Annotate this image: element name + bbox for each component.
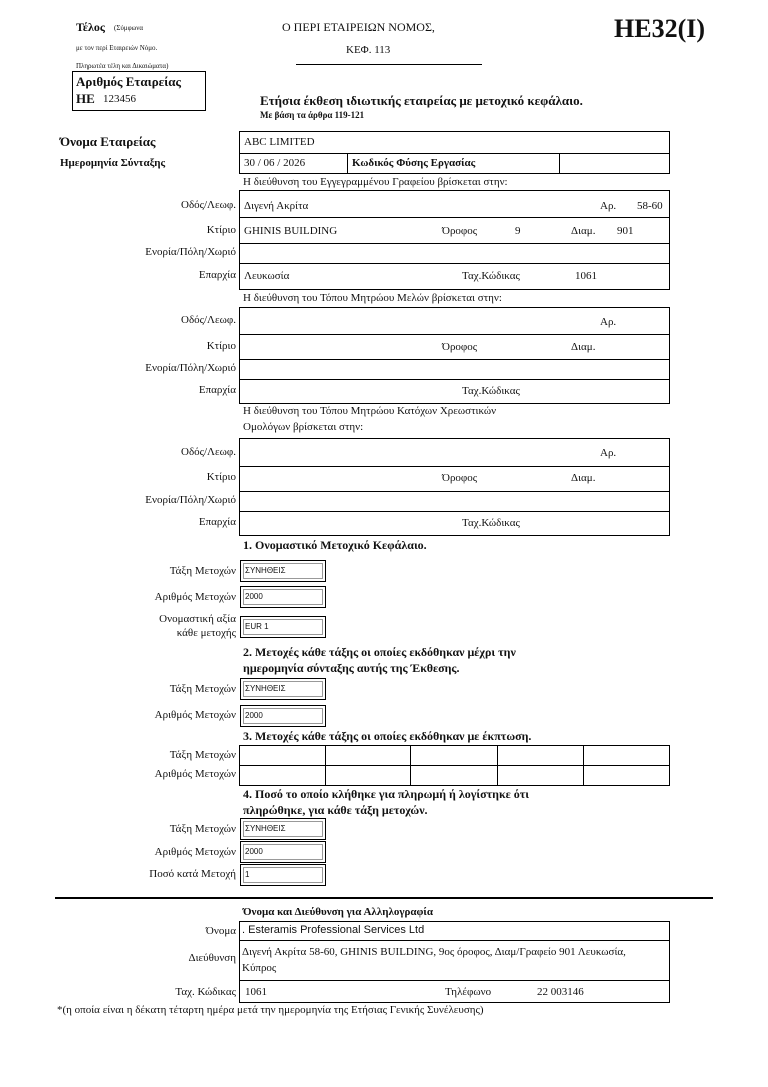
share-class-label: Τάξη Μετοχών — [169, 683, 236, 695]
correspondence-name-label: Όνομα — [205, 925, 236, 937]
number-label: Αρ. — [600, 200, 617, 212]
section2-title: ημερομηνία σύνταξης αυτής της Έκθεσης. — [243, 661, 460, 675]
phone-value[interactable]: 22 003146 — [537, 986, 584, 998]
street-value[interactable]: Διγενή Ακρίτα — [244, 200, 309, 212]
nominal-label: κάθε μετοχής — [176, 627, 236, 639]
amount-field[interactable] — [240, 864, 326, 886]
registered-office-box — [239, 190, 670, 290]
district-label: Επαρχία — [198, 269, 236, 281]
fee-note: Πληρωτέα τέλη και Δικαιώματα) — [76, 62, 169, 70]
report-basis: Με βάση τα άρθρα 119-121 — [260, 110, 365, 120]
street-label: Οδός/Λεωφ. — [181, 446, 236, 458]
postcode-value[interactable]: 1061 — [575, 270, 597, 282]
section3-title: 3. Μετοχές κάθε τάξης οι οποίες εκδόθηκαν με έκπτωση. — [243, 729, 532, 743]
bondholders-intro: Η διεύθυνση του Τόπου Μητρώου Κατόχων Χρεωστικών — [243, 405, 497, 417]
street-label: Οδός/Λεωφ. — [181, 314, 236, 326]
district-value[interactable]: Λευκωσία — [244, 270, 290, 282]
share-class-label: Τάξη Μετοχών — [169, 565, 236, 577]
share-count-label: Αριθμός Μετοχών — [154, 768, 236, 780]
bondholders-intro: Ομολόγων βρίσκεται στην: — [243, 421, 364, 433]
discount-shares-grid[interactable] — [239, 745, 670, 786]
nature-label: Κωδικός Φύσης Εργασίας — [352, 157, 476, 169]
report-title: Ετήσια έκθεση ιδιωτικής εταιρείας με μετοχικό κεφάλαιο. — [260, 93, 583, 108]
correspondence-address: Κύπρος — [242, 962, 277, 974]
section-divider — [55, 897, 713, 899]
apt-label: Διαμ. — [571, 341, 596, 353]
parish-label: Ενορία/Πόλη/Χωριό — [145, 362, 236, 374]
floor-label: Όροφος — [442, 225, 478, 237]
correspondence-postcode[interactable]: 1061 — [245, 986, 267, 998]
postcode-label: Ταχ.Κώδικας — [462, 517, 520, 529]
company-number[interactable]: 123456 — [103, 93, 136, 105]
company-number-prefix: HE — [76, 91, 95, 106]
nominal-field[interactable] — [240, 616, 326, 638]
section4-title: πληρώθηκε, για κάθε τάξη μετοχών. — [243, 803, 428, 817]
correspondence-box — [239, 921, 670, 1003]
share-class-field[interactable] — [240, 678, 326, 700]
floor-label: Όροφος — [442, 341, 478, 353]
street-label: Οδός/Λεωφ. — [181, 199, 236, 211]
share-count-value: 2000 — [245, 711, 263, 720]
building-value[interactable]: GHINIS BUILDING — [244, 225, 338, 237]
share-count-value: 2000 — [245, 592, 263, 601]
date-row — [239, 153, 670, 174]
apt-value[interactable]: 901 — [617, 225, 634, 237]
section4-title: 4. Ποσό το οποίο κλήθηκε για πληρωμή ή λογίστηκε ότι — [243, 787, 530, 801]
share-count-field[interactable] — [240, 841, 326, 863]
building-label: Κτίριο — [206, 224, 236, 236]
share-class-field[interactable] — [240, 818, 326, 840]
date-label: Ημερομηνία Σύνταξης — [60, 157, 166, 169]
company-number-label: Αριθμός Εταιρείας — [76, 74, 181, 89]
amount-label: Ποσό κατά Μετοχή — [149, 868, 236, 880]
law-title: Ο ΠΕΡΙ ΕΤΑΙΡΕΙΩΝ ΝΟΜΟΣ, — [282, 20, 435, 34]
number-value[interactable]: 58-60 — [637, 200, 663, 212]
apt-label: Διαμ. — [571, 225, 596, 237]
bondholders-register-box — [239, 438, 670, 536]
correspondence-address[interactable]: Διγενή Ακρίτα 58-60, GHINIS BUILDING, 9ος όροφος, Διαμ/Γραφείο 901 Λευκωσία, — [242, 946, 626, 958]
building-label: Κτίριο — [206, 340, 236, 352]
district-label: Επαρχία — [198, 516, 236, 528]
company-number-box — [72, 71, 206, 111]
postcode-label: Ταχ.Κώδικας — [462, 385, 520, 397]
fee-note: (Σύμφωνα — [114, 24, 144, 32]
number-label: Αρ. — [600, 447, 617, 459]
chapter: ΚΕΦ. 113 — [346, 44, 391, 56]
correspondence-address-label: Διεύθυνση — [188, 952, 236, 964]
building-label: Κτίριο — [206, 471, 236, 483]
company-name-label: Όνομα Εταιρείας — [60, 134, 156, 149]
correspondence-title: Όνομα και Διεύθυνση για Αλληλογραφία — [243, 906, 433, 918]
share-class-value: ΣΥΝΗΘΕΙΣ — [245, 684, 286, 693]
company-name-value: ABC LIMITED — [244, 136, 315, 148]
share-class-value: ΣΥΝΗΘΕΙΣ — [245, 566, 286, 575]
parish-label: Ενορία/Πόλη/Χωριό — [145, 494, 236, 506]
floor-label: Όροφος — [442, 472, 478, 484]
section2-title: 2. Μετοχές κάθε τάξης οι οποίες εκδόθηκαν μέχρι την — [243, 645, 516, 659]
share-count-field[interactable] — [240, 705, 326, 727]
share-count-field[interactable] — [240, 586, 326, 608]
form-code: HE32(I) — [614, 14, 705, 43]
postcode-label: Ταχ.Κώδικας — [462, 270, 520, 282]
nominal-value: EUR 1 — [245, 622, 269, 631]
parish-label: Ενορία/Πόλη/Χωριό — [145, 246, 236, 258]
number-label: Αρ. — [600, 316, 617, 328]
district-label: Επαρχία — [198, 384, 236, 396]
share-class-value: ΣΥΝΗΘΕΙΣ — [245, 824, 286, 833]
members-register-intro: Η διεύθυνση του Τόπου Μητρώου Μελών βρίσκεται στην: — [243, 292, 502, 304]
share-count-value: 2000 — [245, 847, 263, 856]
share-class-label: Τάξη Μετοχών — [169, 823, 236, 835]
correspondence-postcode-label: Ταχ. Κώδικας — [175, 986, 236, 998]
company-name-field[interactable] — [239, 131, 670, 154]
share-count-label: Αριθμός Μετοχών — [154, 709, 236, 721]
date-value[interactable]: 30 / 06 / 2026 — [244, 157, 306, 169]
members-register-box — [239, 307, 670, 404]
section1-title: 1. Ονομαστικό Μετοχικό Κεφάλαιο. — [243, 538, 427, 552]
share-count-label: Αριθμός Μετοχών — [154, 846, 236, 858]
share-count-label: Αριθμός Μετοχών — [154, 591, 236, 603]
correspondence-name[interactable]: . Esteramis Professional Services Ltd — [242, 924, 425, 936]
phone-label: Τηλέφωνο — [445, 986, 492, 998]
floor-value[interactable]: 9 — [515, 225, 521, 237]
nominal-label: Ονομαστική αξία — [159, 613, 236, 625]
header-rule — [296, 64, 482, 65]
amount-value: 1 — [245, 870, 250, 879]
footnote: *(η οποία είναι η δέκατη τέταρτη ημέρα μετά την ημερομηνία της Ετήσιας Γενικής Συνέλευσης) — [57, 1004, 484, 1016]
fee-title: Τέλος — [76, 20, 105, 34]
share-class-field[interactable] — [240, 560, 326, 582]
apt-label: Διαμ. — [571, 472, 596, 484]
share-class-label: Τάξη Μετοχών — [169, 749, 236, 761]
registered-office-intro: Η διεύθυνση του Εγγεγραμμένου Γραφείου βρίσκεται στην: — [243, 176, 508, 188]
fee-note: με τον περί Εταιρειών Νόμο. — [76, 44, 158, 52]
